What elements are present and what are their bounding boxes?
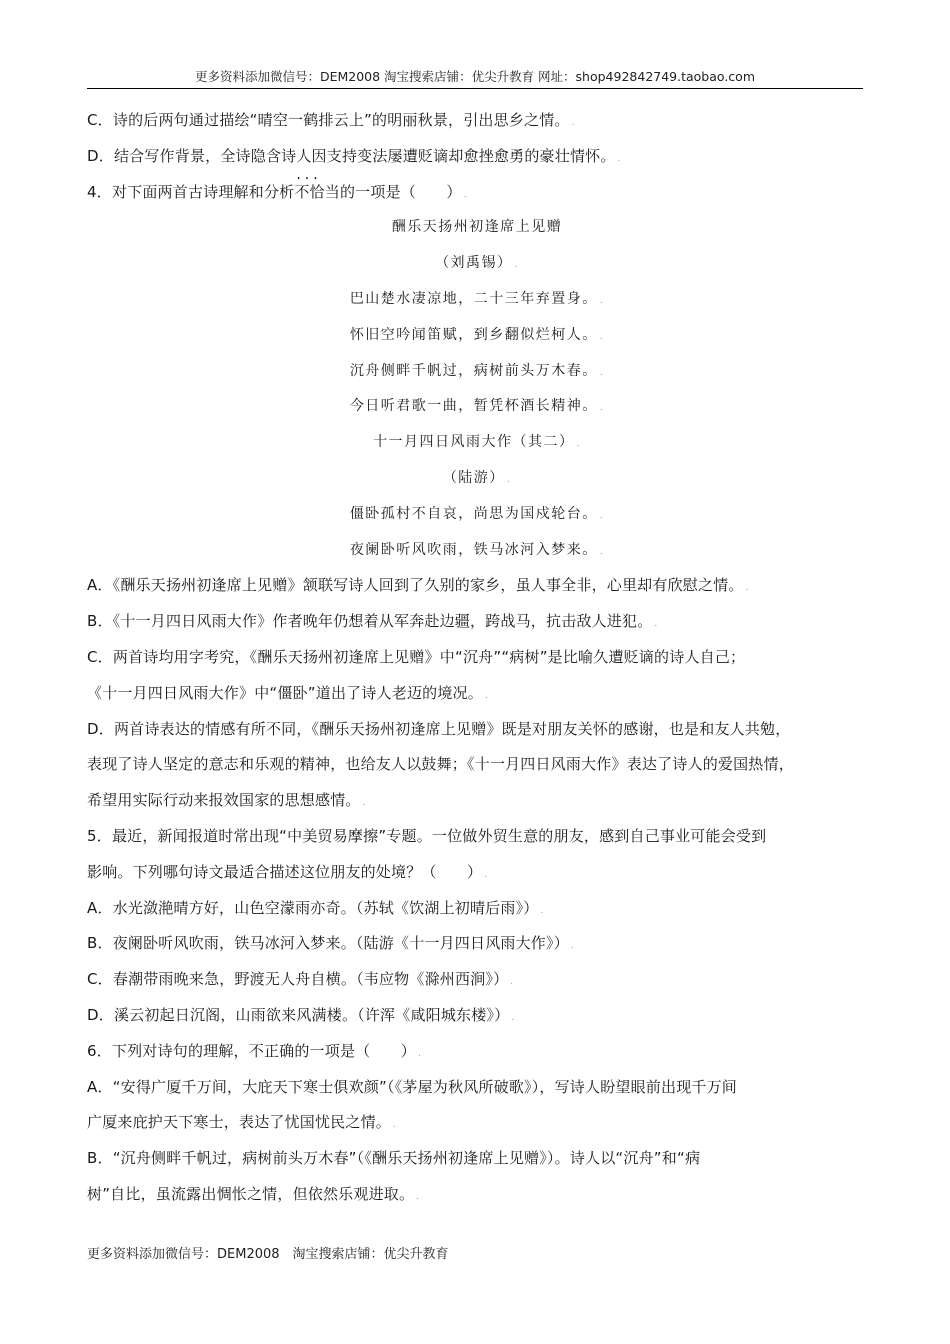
q6-option-b-cont: 树”自比，虽流露出惆怅之情，但依然乐观进取。 . <box>87 1184 420 1203</box>
emphasis-dots: ··· 不恰当 <box>294 182 340 202</box>
q6-option-a-cont: 广厦来庇护天下寒士，表达了忧国忧民之情。 . <box>87 1113 397 1132</box>
q6-option-a: A．“安得广厦千万间，大庇天下寒士俱欢颜”（《茅屋为秋风所破歌》），写诗人盼望眼前出现千万间 <box>87 1077 738 1096</box>
poem1-line: 今日听君歌一曲，暂凭杯酒长精神。 . <box>349 398 605 415</box>
q3-option-c: C．诗的后两句通过描绘“晴空一鹤排云上”的明丽秋景，引出思乡之情。 . <box>87 111 575 129</box>
q6-stem: 6．下列对诗句的理解，不正确的一项是（ ） . <box>87 1041 422 1060</box>
page-header: 更多资料添加微信号：DEM2008 淘宝搜索店铺：优尖升教育 网址：shop492842749.taobao.com <box>87 66 863 89</box>
q4-option-d: D．两首诗表达的情感有所不同，《酬乐天扬州初逢席上见赠》既是对朋友关怀的感谢，也是和友人共勉， <box>87 719 791 738</box>
poem2-line: 夜阑卧听风吹雨，铁马冰河入梦来。 . <box>349 541 605 558</box>
poem1-line: 沉舟侧畔千帆过，病树前头万木春。 . <box>349 362 605 379</box>
poem2-line: 僵卧孤村不自哀，尚思为国戍轮台。 . <box>349 505 605 522</box>
q5-option-c: C．春潮带雨晚来急，野渡无人舟自横。（韦应物《滁州西涧》） . <box>87 970 514 989</box>
q6-option-b: B．“沉舟侧畔千帆过，病树前头万木春”（《酬乐天扬州初逢席上见赠》）。诗人以“沉舟”和“病 <box>87 1149 701 1168</box>
q4-option-b: B．《十一月四日风雨大作》作者晚年仍想着从军奔赴边疆，跨战马，抗击敌人进犯。 . <box>87 612 658 631</box>
q4-option-d-cont: 表现了诗人坚定的意志和乐观的精神，也给友人以鼓舞；《十一月四日风雨大作》表达了诗人的爱国热情， <box>87 755 794 774</box>
q3-option-d: D．结合写作背景，全诗隐含诗人因支持变法屡遭贬谪却愈挫愈勇的豪壮情怀。 . <box>87 146 621 165</box>
poem1-title: 酬乐天扬州初逢席上见赠 <box>391 219 563 236</box>
q4-stem: 4．对下面两首古诗理解和分析··· 不恰当的一项是（ ） . <box>87 182 867 202</box>
q5-option-d: D．溪云初起日沉阁，山雨欲来风满楼。（许浑《咸阳城东楼》） . <box>87 1005 515 1024</box>
poem1-line: 怀旧空吟闻笛赋，到乡翻似烂柯人。 . <box>349 326 605 343</box>
page-footer: 更多资料添加微信号：DEM2008 淘宝搜索店铺：优尖升教育 <box>87 1247 449 1262</box>
q5-option-a: A．水光潋滟晴方好，山色空濛雨亦奇。（苏轼《饮湖上初晴后雨》） . <box>87 898 544 917</box>
q4-option-d-cont: 希望用实际行动来报效国家的思想感情。 . <box>87 791 366 810</box>
poem2-author: （陆游） . <box>442 469 512 486</box>
poem1-author: （刘禹锡） . <box>435 255 519 272</box>
q4-option-c: C．两首诗均用字考究，《酬乐天扬州初逢席上见赠》中“沉舟”“病树”是比喻久遭贬谪的诗人自己； <box>87 647 746 666</box>
poem1-line: 巴山楚水凄凉地，二十三年弃置身。 . <box>349 290 605 307</box>
poem2-title: 十一月四日风雨大作（其二） . <box>373 434 581 451</box>
q4-option-c-cont: 《十一月四日风雨大作》中“僵卧”道出了诗人老迈的境况。 . <box>87 683 489 702</box>
q5-option-b: B．夜阑卧听风吹雨，铁马冰河入梦来。（陆游《十一月四日风雨大作》） . <box>87 934 574 953</box>
q5-stem: 5．最近，新闻报道时常出现“中美贸易摩擦”专题。一位做外贸生意的朋友，感到自己事业可能会受到 <box>87 826 767 845</box>
document-body <box>87 110 867 1220</box>
q5-stem-cont: 影响。下列哪句诗文最适合描述这位朋友的处境？（ ） . <box>87 862 488 881</box>
q4-option-a: A．《酬乐天扬州初逢席上见赠》颔联写诗人回到了久别的家乡，虽人事全非，心里却有欣慰之情。 . <box>87 576 749 595</box>
